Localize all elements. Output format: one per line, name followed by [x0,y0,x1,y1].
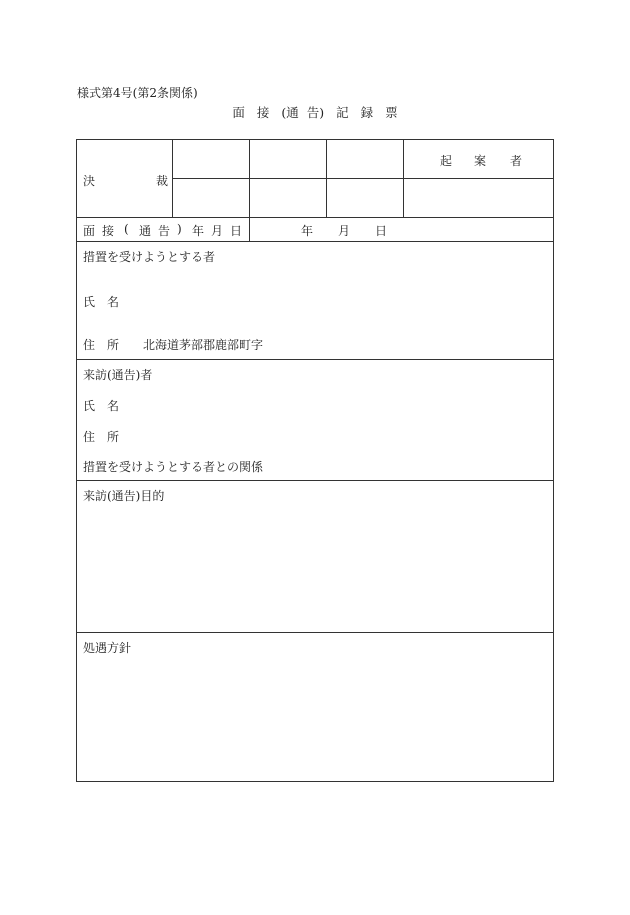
approval-sign-box[interactable] [327,180,402,216]
title-char: 記 [336,105,349,120]
visitor-heading: 来訪(通告)者 [83,368,153,382]
date-day-char: 日 [375,224,388,238]
visitor-address-field[interactable] [137,423,537,445]
drafter-label-char: 案 [474,154,487,168]
subject-name-label-char: 氏 [83,295,96,309]
subject-heading: 措置を受けようとする者 [83,250,216,264]
date-label-char: 年 [192,224,205,238]
visitor-address-label-char: 所 [107,430,120,444]
form-reference-number: 様式第4号(第2条関係) [77,86,198,100]
drafter-label-char: 起 [440,154,453,168]
subject-address-label-char: 所 [107,338,120,352]
section-divider [77,480,553,481]
subject-name-label-char: 名 [107,295,120,309]
date-label-char: ) [177,222,182,236]
title-char: 告) [306,105,325,120]
date-label-char: 月 [211,224,224,238]
approval-sign-box[interactable] [173,180,248,216]
date-label-char: 日 [230,224,243,238]
section-divider [77,359,553,360]
visitor-relation-label: 措置を受けようとする者との関係 [83,460,264,474]
approval-label-right: 裁 [156,174,169,188]
date-label-char: ( [124,222,129,236]
date-month-char: 月 [338,224,351,238]
title-char: 票 [385,105,398,120]
date-label-char: 接 [102,224,115,238]
visitor-name-field[interactable] [137,392,537,414]
approval-sign-box[interactable] [173,141,248,177]
subject-address-value[interactable]: 北海道茅部郡鹿部町字 [143,338,264,352]
visitor-address-label-char: 住 [83,430,96,444]
approval-mid-line [172,178,554,179]
section-divider [77,241,553,242]
title-char: 録 [360,105,374,120]
record-form-table [76,139,554,782]
date-label-char: 面 [83,224,96,238]
drafter-sign-box[interactable] [404,180,554,216]
approval-sign-box[interactable] [250,180,325,216]
title-char: 接 [256,105,270,120]
visitor-relation-field[interactable] [267,453,547,475]
approval-sign-box[interactable] [250,141,325,177]
title-char: 面 [232,105,245,120]
drafter-label-char: 者 [510,154,523,168]
date-label-char: 告 [158,224,171,238]
policy-heading: 処遇方針 [83,641,132,655]
purpose-heading: 来訪(通告)目的 [83,489,165,503]
approval-label-left: 決 [83,174,96,188]
policy-text-area[interactable] [78,660,552,780]
date-value-field[interactable] [250,218,554,240]
purpose-text-area[interactable] [78,508,552,630]
title-char: (通 [281,105,299,120]
approval-sign-box[interactable] [327,141,402,177]
form-title [0,103,630,121]
visitor-name-label-char: 名 [107,399,120,413]
date-label-char: 通 [139,224,152,238]
subject-address-label-char: 住 [83,338,96,352]
section-divider [77,632,553,633]
visitor-name-label-char: 氏 [83,399,96,413]
date-year-char: 年 [301,224,314,238]
subject-name-field[interactable] [137,288,537,310]
